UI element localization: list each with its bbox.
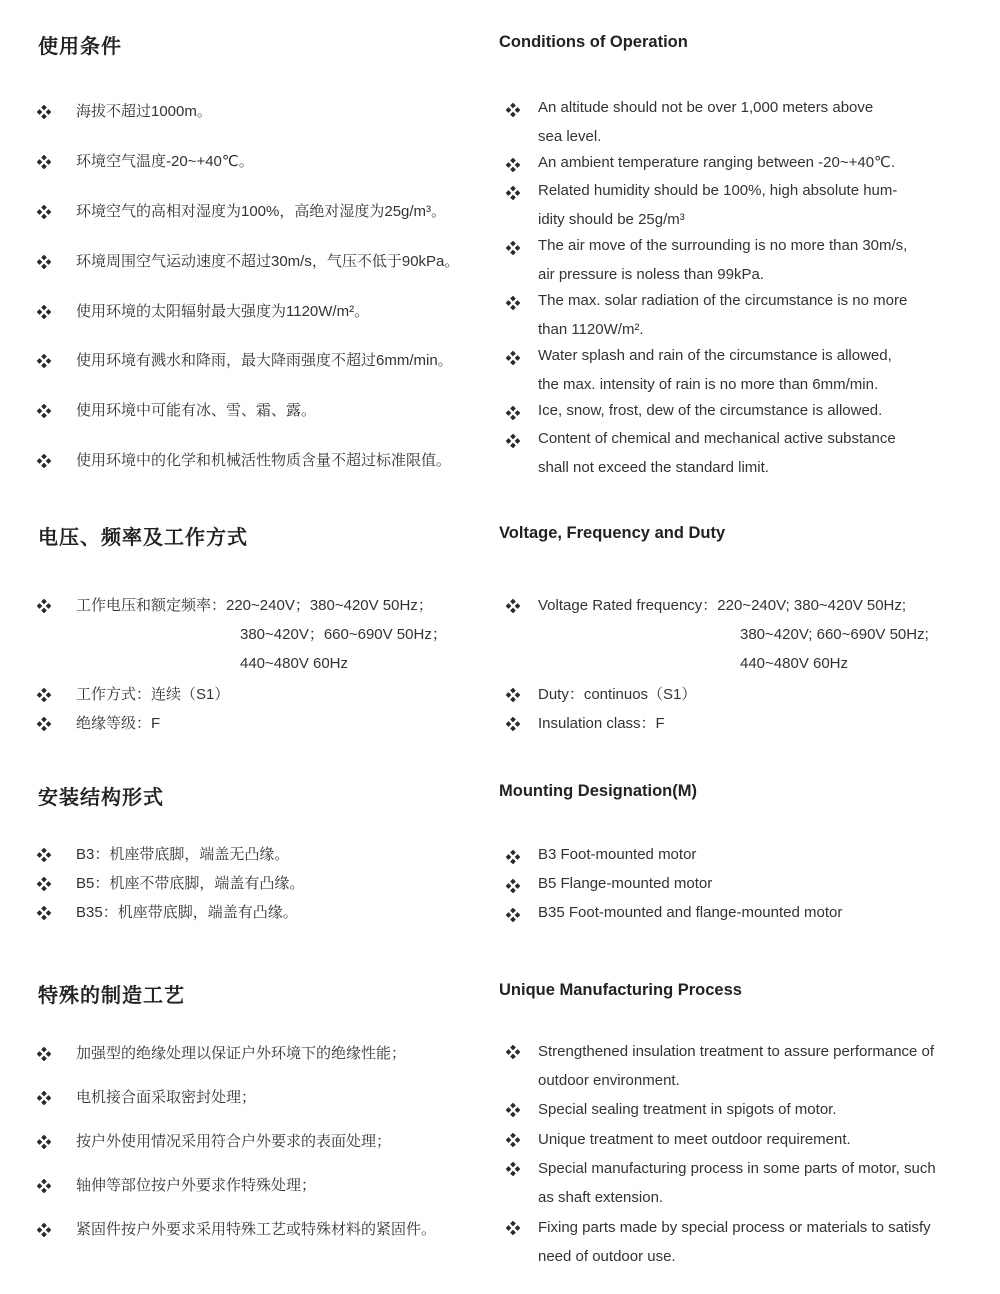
list-item-text: [538, 840, 696, 869]
four-diamond-bullet-icon: [506, 186, 520, 200]
four-diamond-bullet-icon: [37, 1047, 51, 1061]
item-continuation-line: the max. intensity of rain is no more than 6mm/min.: [538, 376, 879, 393]
four-diamond-bullet-icon: [506, 1103, 520, 1117]
list-item-text: [538, 1095, 837, 1124]
item-continuation-line: than 1120W/m².: [538, 321, 644, 338]
item-continuation-line: 380~420V；660~690V 50Hz；: [240, 626, 447, 643]
item-line: 海拔不超过1000m。: [76, 103, 212, 120]
list-item-text: [538, 148, 895, 177]
four-diamond-bullet-icon: [37, 1091, 51, 1105]
item-continuation-line: need of outdoor use.: [538, 1248, 676, 1265]
list-item-text: [76, 97, 212, 126]
four-diamond-bullet-icon: [37, 848, 51, 862]
list-item-text: [76, 346, 453, 375]
four-diamond-bullet-icon: [506, 1221, 520, 1235]
list-item-text: [538, 1213, 931, 1271]
section-title-process-en: Unique Manufacturing Process: [499, 981, 742, 999]
list-item-text: [76, 446, 451, 475]
four-diamond-bullet-icon: [506, 296, 520, 310]
four-diamond-bullet-icon: [506, 879, 520, 893]
list-item-text: [538, 591, 929, 678]
item-line: B3 Foot-mounted motor: [538, 846, 697, 863]
item-line: 使用环境的太阳辐射最大强度为1120W/m²。: [76, 303, 370, 320]
list-item-text: [76, 840, 289, 869]
list-item-text: [538, 93, 873, 151]
list-item-text: [76, 396, 316, 425]
list-item-text: [538, 1037, 934, 1095]
four-diamond-bullet-icon: [506, 1162, 520, 1176]
list-item-text: [76, 247, 459, 276]
list-item-text: [538, 869, 712, 898]
list-item-text: [538, 341, 892, 399]
four-diamond-bullet-icon: [506, 717, 520, 731]
item-line: Content of chemical and mechanical active substance: [538, 430, 896, 447]
item-line: Fixing parts made by special process or materials to satisfy: [538, 1219, 931, 1236]
four-diamond-bullet-icon: [37, 454, 51, 468]
four-diamond-bullet-icon: [506, 103, 520, 117]
section-title-voltage-cn: 电压、频率及工作方式: [38, 527, 248, 549]
four-diamond-bullet-icon: [37, 877, 51, 891]
list-item-text: [76, 1127, 391, 1156]
four-diamond-bullet-icon: [506, 688, 520, 702]
four-diamond-bullet-icon: [506, 850, 520, 864]
four-diamond-bullet-icon: [37, 305, 51, 319]
item-line: 电机接合面采取密封处理；: [76, 1089, 257, 1106]
item-line: 使用环境有溅水和降雨，最大降雨强度不超过6mm/min。: [76, 352, 453, 369]
four-diamond-bullet-icon: [506, 241, 520, 255]
item-line: 绝缘等级：F: [76, 715, 161, 732]
item-continuation-line: idity should be 25g/m³: [538, 211, 685, 228]
list-item-text: [538, 680, 696, 709]
four-diamond-bullet-icon: [37, 404, 51, 418]
item-line: 工作电压和额定频率：220~240V；380~420V 50Hz；: [76, 597, 433, 614]
four-diamond-bullet-icon: [37, 906, 51, 920]
four-diamond-bullet-icon: [37, 717, 51, 731]
section-title-conditions-en: Conditions of Operation: [499, 33, 688, 51]
list-item-text: [538, 176, 897, 234]
item-line: Strengthened insulation treatment to assure performance of: [538, 1043, 935, 1060]
item-continuation-line: as shaft extension.: [538, 1189, 664, 1206]
item-continuation-line: shall not exceed the standard limit.: [538, 459, 769, 476]
item-line: The max. solar radiation of the circumstance is no more: [538, 292, 908, 309]
four-diamond-bullet-icon: [506, 406, 520, 420]
list-item-text: [76, 1039, 406, 1068]
list-item-text: [76, 680, 229, 709]
section-title-process-cn: 特殊的制造工艺: [38, 985, 185, 1007]
item-line: An ambient temperature ranging between -20~+40℃.: [538, 154, 896, 171]
item-line: Related humidity should be 100%, high absolute hum-: [538, 182, 898, 199]
item-line: B5 Flange-mounted motor: [538, 875, 713, 892]
list-item-text: [538, 1125, 851, 1154]
list-item-text: [76, 709, 160, 738]
item-line: 使用环境中可能有冰、雪、霜、露。: [76, 402, 317, 419]
item-continuation-line: air pressure is noless than 99kPa.: [538, 266, 764, 283]
list-item-text: [76, 1215, 436, 1244]
four-diamond-bullet-icon: [37, 155, 51, 169]
four-diamond-bullet-icon: [506, 351, 520, 365]
four-diamond-bullet-icon: [37, 1135, 51, 1149]
item-line: An altitude should not be over 1,000 meters above: [538, 99, 874, 116]
item-line: 轴伸等部位按户外要求作特殊处理；: [76, 1177, 317, 1194]
item-line: 紧固件按户外要求采用特殊工艺或特殊材料的紧固件。: [76, 1221, 437, 1238]
four-diamond-bullet-icon: [506, 908, 520, 922]
item-line: Duty：continuos（S1）: [538, 686, 697, 703]
item-line: 环境周围空气运动速度不超过30m/s，气压不低于90kPa。: [76, 253, 460, 270]
four-diamond-bullet-icon: [37, 354, 51, 368]
list-item-text: [538, 898, 842, 927]
four-diamond-bullet-icon: [506, 1045, 520, 1059]
four-diamond-bullet-icon: [37, 105, 51, 119]
four-diamond-bullet-icon: [37, 599, 51, 613]
list-item-text: [538, 1154, 936, 1212]
item-line: B3：机座带底脚，端盖无凸缘。: [76, 846, 290, 863]
list-item-text: [76, 869, 304, 898]
four-diamond-bullet-icon: [506, 599, 520, 613]
item-continuation-line: 440~480V 60Hz: [740, 655, 849, 672]
section-title-voltage-en: Voltage, Frequency and Duty: [499, 524, 726, 542]
four-diamond-bullet-icon: [37, 1223, 51, 1237]
list-item-text: [538, 231, 907, 289]
list-item-text: [76, 197, 446, 226]
item-line: 加强型的绝缘处理以保证户外环境下的绝缘性能；: [76, 1045, 407, 1062]
list-item-text: [76, 147, 254, 176]
section-title-conditions-cn: 使用条件: [38, 36, 122, 58]
item-line: 环境空气温度-20~+40℃。: [76, 153, 254, 170]
item-line: 使用环境中的化学和机械活性物质含量不超过标准限值。: [76, 452, 452, 469]
four-diamond-bullet-icon: [506, 1133, 520, 1147]
item-line: 环境空气的高相对湿度为100%，高绝对湿度为25g/m³。: [76, 203, 447, 220]
item-line: Unique treatment to meet outdoor requirement.: [538, 1131, 851, 1148]
item-line: Water splash and rain of the circumstance is allowed,: [538, 347, 892, 364]
list-item-text: [538, 424, 896, 482]
list-item-text: [76, 1083, 256, 1112]
item-line: Ice, snow, frost, dew of the circumstance is allowed.: [538, 402, 883, 419]
four-diamond-bullet-icon: [37, 688, 51, 702]
four-diamond-bullet-icon: [37, 255, 51, 269]
item-line: The air move of the surrounding is no more than 30m/s,: [538, 237, 908, 254]
item-line: B35：机座带底脚，端盖有凸缘。: [76, 904, 298, 921]
list-item-text: [538, 286, 907, 344]
item-continuation-line: 440~480V 60Hz: [240, 655, 349, 672]
item-line: 按户外使用情况采用符合户外要求的表面处理；: [76, 1133, 392, 1150]
list-item-text: [76, 1171, 316, 1200]
list-item-text: [76, 898, 298, 927]
item-line: B5：机座不带底脚，端盖有凸缘。: [76, 875, 305, 892]
item-line: Insulation class：F: [538, 715, 665, 732]
section-title-mounting-en: Mounting Designation(M): [499, 782, 697, 800]
four-diamond-bullet-icon: [506, 158, 520, 172]
item-line: Special manufacturing process in some parts of motor, such: [538, 1160, 936, 1177]
four-diamond-bullet-icon: [506, 434, 520, 448]
list-item-text: [76, 297, 369, 326]
item-line: Special sealing treatment in spigots of motor.: [538, 1101, 837, 1118]
four-diamond-bullet-icon: [37, 205, 51, 219]
item-continuation-line: 380~420V; 660~690V 50Hz;: [740, 626, 929, 643]
item-continuation-line: sea level.: [538, 128, 602, 145]
list-item-text: [76, 591, 447, 678]
item-continuation-line: outdoor environment.: [538, 1072, 680, 1089]
list-item-text: [538, 396, 882, 425]
item-line: 工作方式：连续（S1）: [76, 686, 230, 703]
item-line: Voltage Rated frequency：220~240V; 380~420V 50Hz;: [538, 597, 907, 614]
list-item-text: [538, 709, 665, 738]
section-title-mounting-cn: 安装结构形式: [38, 787, 164, 809]
four-diamond-bullet-icon: [37, 1179, 51, 1193]
item-line: B35 Foot-mounted and flange-mounted motor: [538, 904, 843, 921]
